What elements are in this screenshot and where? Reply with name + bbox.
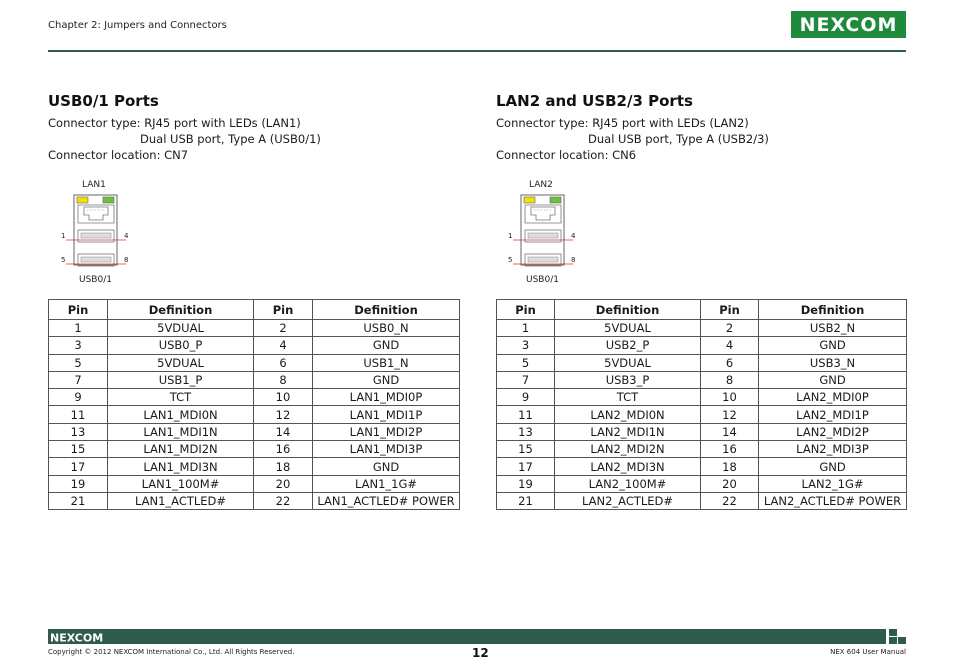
- connector-type: Connector type: RJ45 port with LEDs (LAN2): [496, 116, 749, 130]
- pin-definition-cell: USB1_P: [108, 371, 254, 388]
- table-body: [497, 320, 907, 510]
- table-header: Pin: [497, 300, 555, 320]
- table-header: Definition: [555, 300, 701, 320]
- table-row: [49, 371, 460, 388]
- pin-number-cell: 13: [49, 423, 108, 440]
- copyright-text: Copyright © 2012 NEXCOM International Co., Ltd. All Rights Reserved.: [48, 648, 295, 656]
- table-body: [49, 320, 460, 510]
- pin-definition-cell: USB3_P: [555, 371, 701, 388]
- pin-definition-cell: USB0_N: [313, 320, 460, 337]
- table-header-row: [497, 300, 907, 320]
- table-header: Definition: [759, 300, 907, 320]
- pin-number-cell: 11: [49, 406, 108, 423]
- table-row: [49, 475, 460, 492]
- nexcom-footer-logo: [50, 631, 108, 643]
- pin-number-cell: 3: [49, 337, 108, 354]
- pin-definition-cell: LAN1_MDI1P: [313, 406, 460, 423]
- table-row: [497, 354, 907, 371]
- connector-type: Connector type: RJ45 port with LEDs (LAN1): [48, 116, 301, 130]
- pin-number-cell: 14: [254, 423, 313, 440]
- pin-number-cell: 20: [701, 475, 759, 492]
- table-row: [49, 406, 460, 423]
- table-row: [49, 320, 460, 337]
- pin-definition-cell: LAN1_MDI3P: [313, 441, 460, 458]
- diagram-label-usb: USB0/1: [79, 275, 112, 285]
- table-row: [49, 337, 460, 354]
- pin-definition-cell: LAN2_MDI0P: [759, 389, 907, 406]
- connector-type-2: Dual USB port, Type A (USB2/3): [588, 132, 769, 146]
- table-row: [49, 354, 460, 371]
- pin-number-cell: 16: [701, 441, 759, 458]
- pin-definition-cell: LAN1_MDI1N: [108, 423, 254, 440]
- pin-number-cell: 2: [254, 320, 313, 337]
- pin-number-cell: 11: [497, 406, 555, 423]
- connector-type-2: Dual USB port, Type A (USB0/1): [140, 132, 321, 146]
- footer-bar: [48, 629, 886, 644]
- logo-text: NEXCOM: [799, 14, 898, 36]
- table-row: [497, 475, 907, 492]
- nexcom-logo: [791, 11, 906, 38]
- chapter-title: Chapter 2: Jumpers and Connectors: [48, 20, 227, 31]
- pin-number-cell: 4: [701, 337, 759, 354]
- pin-label-5: 5: [61, 256, 66, 264]
- diagram-label-usb: USB0/1: [526, 275, 559, 285]
- pin-number-cell: 9: [497, 389, 555, 406]
- pin-label-8: 8: [571, 256, 576, 264]
- pin-number-cell: 22: [701, 492, 759, 509]
- pin-number-cell: 18: [701, 458, 759, 475]
- table-row: [497, 389, 907, 406]
- pin-number-cell: 9: [49, 389, 108, 406]
- table-row: [497, 406, 907, 423]
- pin-definition-cell: LAN2_MDI3P: [759, 441, 907, 458]
- table-header: Pin: [701, 300, 759, 320]
- pin-definition-cell: USB2_P: [555, 337, 701, 354]
- pin-definition-cell: GND: [313, 458, 460, 475]
- pin-definition-cell: LAN2_MDI1N: [555, 423, 701, 440]
- pin-definition-cell: USB2_N: [759, 320, 907, 337]
- pin-number-cell: 8: [254, 371, 313, 388]
- pin-label-8: 8: [124, 256, 129, 264]
- pin-definition-cell: LAN1_ACTLED# POWER: [313, 492, 460, 509]
- pin-number-cell: 15: [497, 441, 555, 458]
- pin-definition-cell: LAN2_MDI3N: [555, 458, 701, 475]
- pin-number-cell: 12: [254, 406, 313, 423]
- pin-number-cell: 4: [254, 337, 313, 354]
- pin-definition-cell: LAN1_100M#: [108, 475, 254, 492]
- table-header: Pin: [49, 300, 108, 320]
- pin-number-cell: 1: [497, 320, 555, 337]
- pin-number-cell: 15: [49, 441, 108, 458]
- manual-name: NEX 604 User Manual: [830, 648, 906, 656]
- pin-definition-cell: USB3_N: [759, 354, 907, 371]
- table-header: Definition: [108, 300, 254, 320]
- pin-definition-cell: GND: [759, 458, 907, 475]
- table-row: [497, 423, 907, 440]
- pin-number-cell: 8: [701, 371, 759, 388]
- pin-label-4: 4: [571, 232, 576, 240]
- table-row: [497, 320, 907, 337]
- footer-logo-text: NEXCOM: [50, 631, 104, 643]
- table-row: [497, 371, 907, 388]
- pin-label-5: 5: [508, 256, 513, 264]
- table-header-row: [49, 300, 460, 320]
- pin-number-cell: 1: [49, 320, 108, 337]
- pin-number-cell: 2: [701, 320, 759, 337]
- page-number: 12: [472, 646, 489, 660]
- pin-definition-cell: LAN1_MDI3N: [108, 458, 254, 475]
- pin-definition-cell: LAN1_MDI0P: [313, 389, 460, 406]
- pin-definition-cell: LAN2_MDI0N: [555, 406, 701, 423]
- pin-number-cell: 6: [254, 354, 313, 371]
- diagram-label-lan: LAN2: [529, 180, 553, 190]
- connector-location: Connector location: CN7: [48, 148, 189, 162]
- pin-definition-cell: LAN2_100M#: [555, 475, 701, 492]
- pin-definition-cell: LAN2_ACTLED#: [555, 492, 701, 509]
- pin-definition-cell: LAN1_MDI2P: [313, 423, 460, 440]
- pin-number-cell: 17: [497, 458, 555, 475]
- pin-number-cell: 22: [254, 492, 313, 509]
- pin-number-cell: 10: [254, 389, 313, 406]
- pin-definition-cell: GND: [313, 337, 460, 354]
- pin-number-cell: 10: [701, 389, 759, 406]
- pin-definition-cell: GND: [759, 371, 907, 388]
- footer-squares-icon: [889, 629, 906, 644]
- table-row: [49, 441, 460, 458]
- pin-definition-cell: USB1_N: [313, 354, 460, 371]
- table-header: Pin: [254, 300, 313, 320]
- pin-definition-cell: 5VDUAL: [108, 320, 254, 337]
- pin-definition-cell: GND: [313, 371, 460, 388]
- section-title-usb01: USB0/1 Ports: [48, 92, 159, 110]
- pin-number-cell: 20: [254, 475, 313, 492]
- pin-number-cell: 7: [497, 371, 555, 388]
- pin-definition-cell: LAN1_MDI0N: [108, 406, 254, 423]
- pin-number-cell: 6: [701, 354, 759, 371]
- pin-number-cell: 16: [254, 441, 313, 458]
- pin-definition-cell: LAN2_MDI2N: [555, 441, 701, 458]
- table-row: [497, 337, 907, 354]
- pin-number-cell: 21: [497, 492, 555, 509]
- pin-definition-cell: LAN2_ACTLED# POWER: [759, 492, 907, 509]
- pin-number-cell: 19: [497, 475, 555, 492]
- pin-definition-cell: LAN2_1G#: [759, 475, 907, 492]
- pin-table-lan2-usb23: [496, 299, 907, 510]
- pin-number-cell: 18: [254, 458, 313, 475]
- pin-number-cell: 14: [701, 423, 759, 440]
- table-row: [49, 492, 460, 509]
- pin-definition-cell: USB0_P: [108, 337, 254, 354]
- pin-definition-cell: 5VDUAL: [555, 354, 701, 371]
- pin-label-1: 1: [508, 232, 513, 240]
- pin-number-cell: 3: [497, 337, 555, 354]
- pin-definition-cell: GND: [759, 337, 907, 354]
- pin-number-cell: 21: [49, 492, 108, 509]
- diagram-label-lan: LAN1: [82, 180, 106, 190]
- pin-number-cell: 7: [49, 371, 108, 388]
- table-row: [49, 458, 460, 475]
- pin-definition-cell: LAN2_MDI2P: [759, 423, 907, 440]
- pin-definition-cell: 5VDUAL: [108, 354, 254, 371]
- pin-number-cell: 13: [497, 423, 555, 440]
- table-row: [49, 423, 460, 440]
- pin-number-cell: 19: [49, 475, 108, 492]
- pin-definition-cell: LAN1_MDI2N: [108, 441, 254, 458]
- pin-definition-cell: LAN1_ACTLED#: [108, 492, 254, 509]
- table-row: [497, 492, 907, 509]
- pin-number-cell: 17: [49, 458, 108, 475]
- pin-label-1: 1: [61, 232, 66, 240]
- pin-definition-cell: 5VDUAL: [555, 320, 701, 337]
- pin-definition-cell: LAN2_MDI1P: [759, 406, 907, 423]
- pin-number-cell: 5: [497, 354, 555, 371]
- header-rule: [48, 50, 906, 52]
- pin-table-usb01: [48, 299, 460, 510]
- pin-number-cell: 5: [49, 354, 108, 371]
- pin-definition-cell: TCT: [555, 389, 701, 406]
- table-row: [497, 441, 907, 458]
- connector-location: Connector location: CN6: [496, 148, 637, 162]
- pin-definition-cell: LAN1_1G#: [313, 475, 460, 492]
- table-header: Definition: [313, 300, 460, 320]
- table-row: [49, 389, 460, 406]
- table-row: [497, 458, 907, 475]
- pin-label-4: 4: [124, 232, 129, 240]
- section-title-lan2-usb23: LAN2 and USB2/3 Ports: [496, 92, 693, 110]
- pin-number-cell: 12: [701, 406, 759, 423]
- pin-definition-cell: TCT: [108, 389, 254, 406]
